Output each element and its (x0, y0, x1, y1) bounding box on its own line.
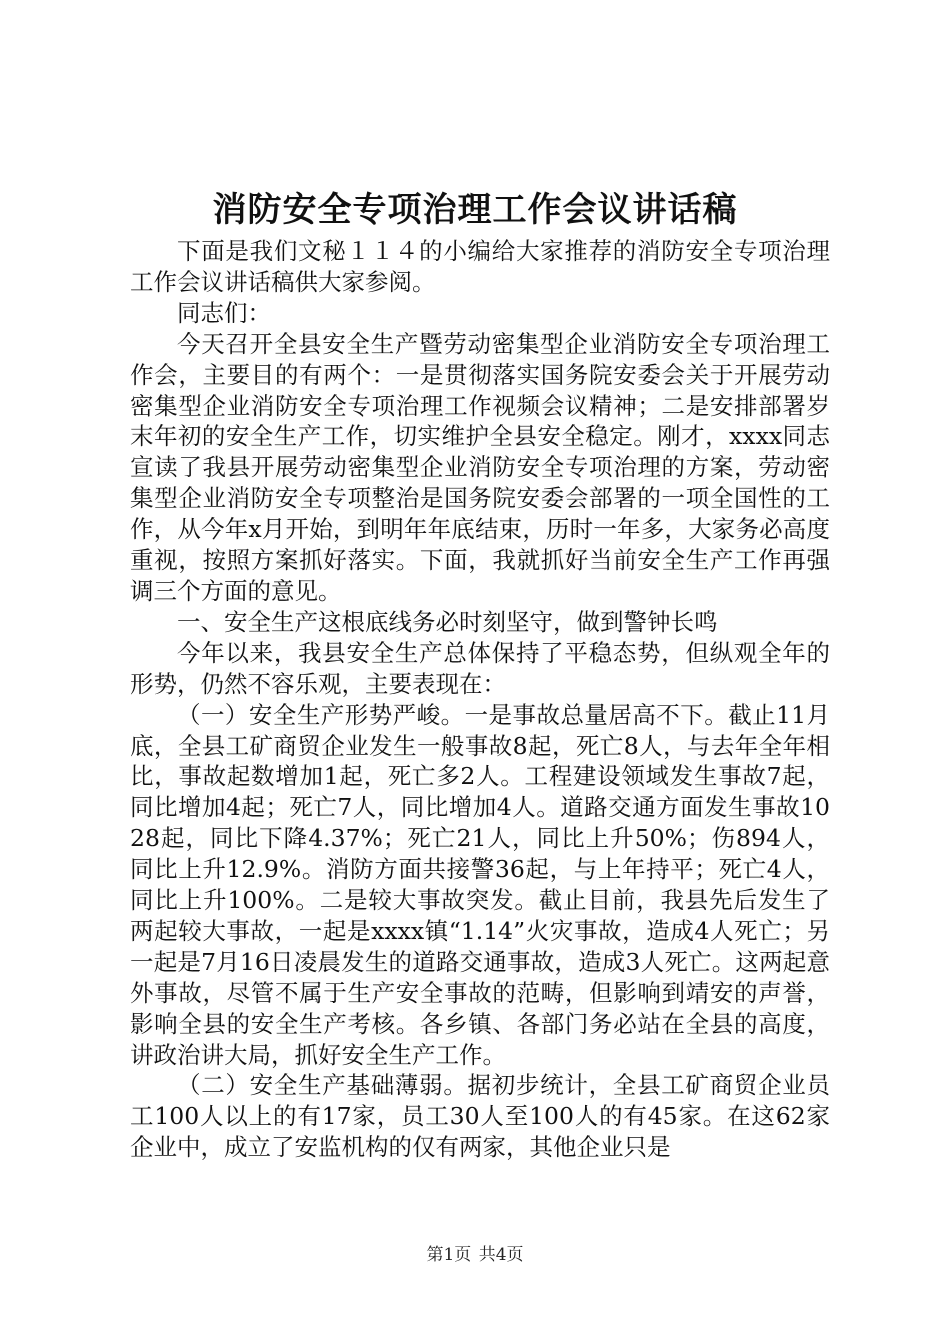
intro-paragraph: 下面是我们文秘１１４的小编给大家推荐的消防安全专项治理工作会议讲话稿供大家参阅。 (130, 237, 830, 296)
body-paragraph: 今年以来，我县安全生产总体保持了平稳态势，但纵观全年的形势，仍然不容乐观，主要表现在： (130, 638, 830, 698)
page-total: 共4页 (478, 1245, 524, 1265)
document-body (130, 236, 830, 1163)
page-footer (0, 1243, 950, 1267)
body-paragraph: （二）安全生产基础薄弱。据初步统计，全县工矿商贸企业员工100人以上的有17家，员工30人至100人的有45家。在这62家企业中，成立了安监机构的仅有两家，其他企业只是 (130, 1071, 830, 1162)
page-number: 第1页 (426, 1245, 472, 1265)
body-paragraph: 今天召开全县安全生产暨劳动密集型企业消防安全专项治理工作会，主要目的有两个：一是贯彻落实国务院安委会关于开展劳动密集型企业消防安全专项治理工作视频会议精神；二是安排部署岁末年初的安全生产工作，切实维护全县安全稳定。刚才，xxxx同志宣读了我县开展劳动密集型企业消防安全专项治理的方案，劳动密集型企业消防安全专项整治是国务院安委会部署的一项全国性的工作，从今年x月开始，到明年年底结束，历时一年多，大家务必高度重视，按照方案抓好落实。下面，我就抓好当前安全生产工作再强调三个方面的意见。 (130, 329, 830, 605)
document-title: 消防安全专项治理工作会议讲话稿 (212, 190, 738, 230)
section-heading: 一、安全生产这根底线务必时刻坚守，做到警钟长鸣 (177, 607, 718, 636)
body-paragraph: （一）安全生产形势严峻。一是事故总量居高不下。截止11月底，全县工矿商贸企业发生一般事故8起，死亡8人，与去年全年相比，事故起数增加1起，死亡多2人。工程建设领域发生事故7起，同比增加4起；死亡7人，同比增加4人。道路交通方面发生事故1028起，同比下降4.37%；死亡21人，同比上升50%；伤894人，同比上升12.9%。消防方面共接警36起，与上年持平；死亡4人，同比上升100%。二是较大事故突发。截止目前，我县先后发生了两起较大事故，一起是xxxx镇“1.14”火灾事故，造成4人死亡；另一起是7月16日凌晨发生的道路交通事故，造成3人死亡。这两起意外事故，尽管不属于生产安全事故的范畴，但影响到靖安的声誉，影响全县的安全生产考核。各乡镇、各部门务必站在全县的高度，讲政治讲大局，抓好安全生产工作。 (130, 700, 830, 1069)
salutation: 同志们： (177, 298, 271, 327)
